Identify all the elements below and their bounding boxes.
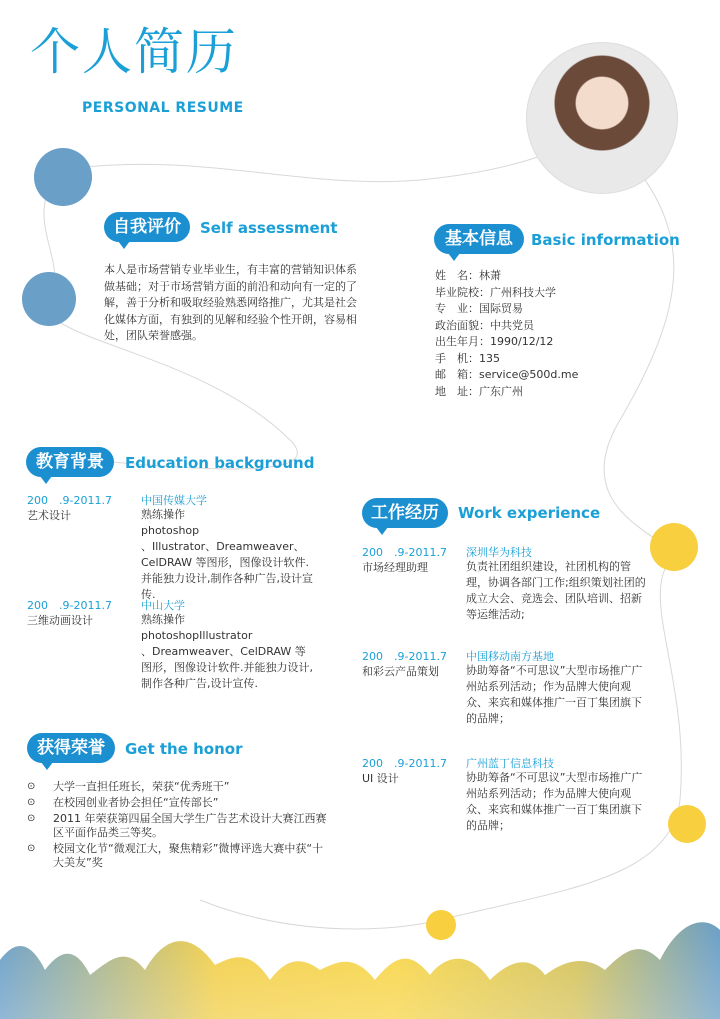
- entry-role: UI 设计: [362, 772, 399, 785]
- honor-text: 大学一直担任班长，荣获“优秀班干”: [53, 780, 230, 793]
- info-major: 专 业：国际贸易: [435, 302, 523, 315]
- entry-org: 中国移动南方基地: [466, 650, 554, 663]
- self-assessment-text: 本人是市场营销专业毕业生，有丰富的营销知识体系做基础；对于市场营销方面的前沿和动向有一定的了解，善于分析和吸取经验熟悉网络推广，尤其是社会化媒体方面，有独到的见解和经验个性开朗，容易相处，团队荣誉感强。: [104, 263, 357, 342]
- education-entry: [27, 597, 327, 690]
- entry-desc: 协助筹备“不可思议”大型市场推广广州站系列活动；作为品牌大使向观众、来宾和媒体推广一百丁集团旗下的品牌；: [466, 664, 643, 725]
- page-subtitle: PERSONAL RESUME: [82, 100, 244, 116]
- profile-photo: [526, 42, 678, 194]
- basic-info-tag: 基本信息: [434, 224, 524, 254]
- basic-info-list: [435, 268, 675, 400]
- page-title: 个人简历: [30, 23, 238, 81]
- honor-list: [27, 780, 327, 872]
- self-assessment-title: Self assessment: [200, 219, 338, 237]
- honor-tag: 获得荣誉: [27, 733, 115, 763]
- entry-role: 市场经理助理: [362, 561, 428, 574]
- work-title: Work experience: [458, 504, 601, 522]
- entry-desc: 熟练操作 photoshop 、Illustrator、Dreamweaver、CelDRAW 等图形，图像设计软件.并能独力设计,制作各种广告,设计宣传.: [141, 508, 313, 601]
- info-email: 邮 箱：service@500d.me: [435, 368, 579, 381]
- info-politics: 政治面貌：中共党员: [435, 318, 534, 332]
- decor-circle: [668, 805, 706, 843]
- education-tag: 教育背景: [26, 447, 114, 477]
- education-title: Education background: [125, 454, 315, 472]
- work-entry: [362, 755, 652, 835]
- entry-role: 艺术设计: [27, 509, 71, 522]
- entry-org: 中国传媒大学: [141, 494, 207, 507]
- basic-info-title: Basic information: [531, 231, 680, 249]
- honor-text: 校园文化节“微观江大，聚焦精彩”微博评选大赛中获“十大美友”奖: [53, 842, 324, 869]
- entry-date: 200 .9-2011.7: [27, 599, 112, 612]
- decor-circle: [22, 272, 76, 326]
- entry-desc: 协助筹备“不可思议”大型市场推广广州站系列活动；作为品牌大使向观众、来宾和媒体推广一百丁集团旗下的品牌；: [466, 771, 643, 832]
- entry-date: 200 .9-2011.7: [362, 757, 447, 770]
- info-birth: 出生年月：1990/12/12: [435, 335, 554, 348]
- info-address: 地 址：广东广州: [435, 384, 523, 398]
- info-school: 毕业院校：广州科技大学: [435, 285, 556, 299]
- honor-text: 在校园创业者协会担任“宣传部长”: [53, 796, 219, 809]
- entry-org: 中山大学: [141, 599, 185, 612]
- info-phone: 手 机：135: [435, 351, 500, 365]
- entry-role: 和彩云产品策划: [362, 665, 439, 678]
- honor-text: 2011 年荣获第四届全国大学生广告艺术设计大赛江西赛区平面作品类三等奖。: [53, 812, 327, 839]
- bullet-icon: ⊙: [27, 781, 36, 792]
- self-assessment-tag: 自我评价: [104, 212, 190, 242]
- list-item: [27, 796, 327, 810]
- decor-circle: [34, 148, 92, 206]
- entry-org: 广州蓝丁信息科技: [466, 757, 554, 770]
- entry-date: 200 .9-2011.7: [27, 494, 112, 507]
- bullet-icon: ⊙: [27, 813, 36, 824]
- entry-desc: 熟练操作 photoshopIllustrator 、Dreamweaver、CelDRAW 等图形，图像设计软件.并能独力设计,制作各种广告,设计宣传.: [141, 613, 313, 690]
- entry-date: 200 .9-2011.7: [362, 650, 447, 663]
- work-entry: [362, 648, 652, 728]
- work-tag: 工作经历: [362, 498, 448, 528]
- entry-date: 200 .9-2011.7: [362, 546, 447, 559]
- entry-role: 三维动画设计: [27, 614, 93, 627]
- hills-decoration: [0, 900, 720, 1019]
- honor-title: Get the honor: [125, 740, 243, 758]
- entry-org: 深圳华为科技: [466, 546, 532, 559]
- education-entry: [27, 492, 327, 601]
- bullet-icon: ⊙: [27, 797, 36, 808]
- list-item: [27, 780, 327, 794]
- decor-circle: [650, 523, 698, 571]
- list-item: [27, 842, 327, 870]
- entry-desc: 负责社团组织建设，社团机构的管理，协调各部门工作;组织策划社团的成立大会、竞选会、团队培训、招新等运维活动;: [466, 560, 646, 621]
- bullet-icon: ⊙: [27, 843, 36, 854]
- work-entry: [362, 544, 652, 624]
- info-name: 姓 名：林萧: [435, 269, 501, 282]
- list-item: [27, 812, 327, 840]
